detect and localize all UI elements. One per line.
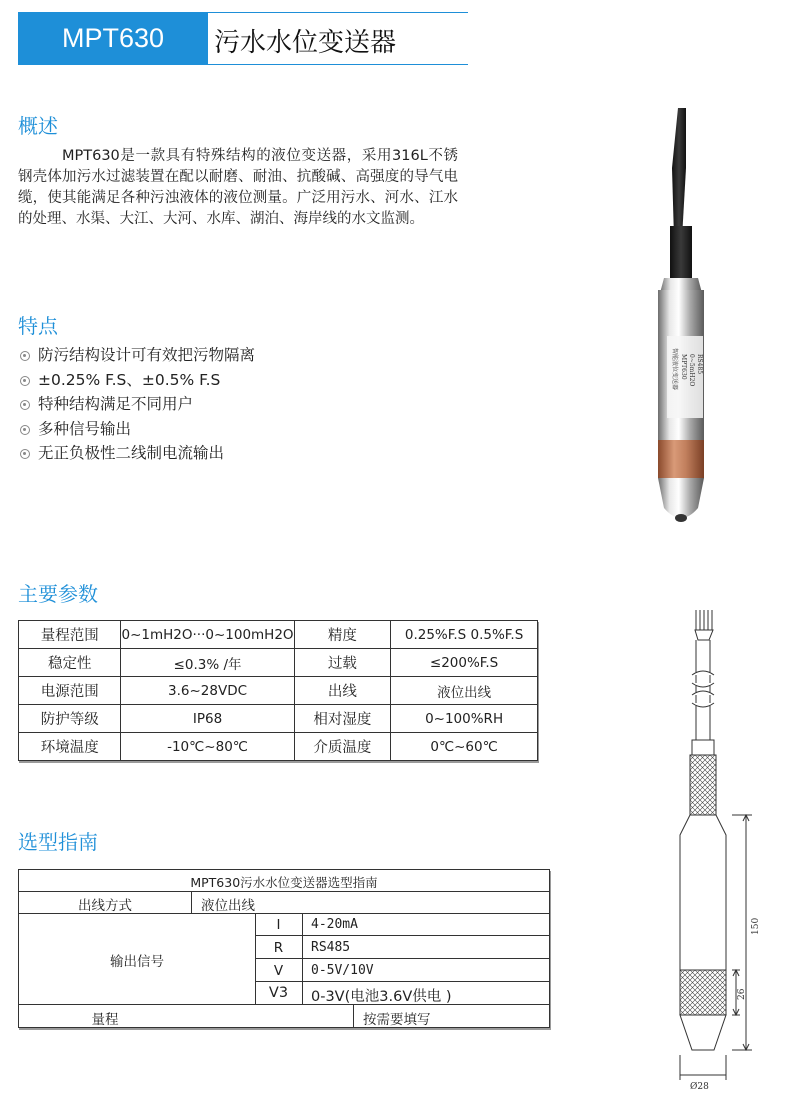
bullet-icon [20,449,30,459]
guide-outlet-label: 出线方式 [78,898,132,914]
product-label-line3: 0~5mH2O [688,354,695,387]
table-row: 防护等级 IP68 相对湿度 0~100%RH [19,705,538,733]
signal-code: V [273,963,284,979]
signal-desc: 4-20mA [311,917,358,932]
overview-text: MPT630是一款具有特殊结构的液位变送器，采用316L不锈钢壳体加污水过滤装置在配以耐磨、耐油、抗酸碱、高强度的导气电缆，使其能满足各种污浊液体的液位测量。广泛用污水、河水、江水的处理、水渠、大江、大河、水库、湖泊、海岸线的水文监测。 [18,148,458,227]
selection-guide-table [18,869,550,1028]
guide-outlet-value: 液位出线 [201,898,255,914]
product-photo [620,108,730,538]
section-title-params: 主要参数 [18,582,98,606]
bullet-icon [20,400,30,410]
header-divider-bottom [18,64,468,65]
table-row: 量程范围 0~1mH2O···0~100mH2O 精度 0.25%F.S 0.5%F.S [19,621,538,649]
bullet-icon [20,351,30,361]
signal-code: R [273,940,284,956]
page-title: 污水水位变送器 [214,28,397,58]
signal-desc: 0-5V/10V [311,963,374,978]
signal-desc: RS485 [311,940,351,955]
feature-item: 多种信号输出 [20,417,255,442]
bullet-icon [20,376,30,386]
feature-list [20,343,255,466]
guide-signal-label: 输出信号 [110,954,164,970]
dim-length-label: 150 [751,917,761,935]
header-model: MPT630 [61,23,165,53]
feature-item: 无正负极性二线制电流输出 [20,441,255,466]
signal-code: V3 [268,985,289,1001]
guide-title: MPT630污水水位变送器选型指南 [190,875,378,890]
product-label-line2: MPT630 [680,354,687,380]
dim-filter-label: 26 [737,988,747,1000]
table-row: 稳定性 ≤0.3% /年 过载 ≤200%F.S [19,649,538,677]
dim-diameter-label: Ø28 [690,1082,709,1092]
section-title-guide: 选型指南 [18,830,98,854]
header-divider-top [208,12,468,13]
dimension-drawing [640,605,790,1095]
product-label-line4: RS485 [696,354,703,375]
table-row: 环境温度 -10℃~80℃ 介质温度 0℃~60℃ [19,733,538,761]
signal-desc: 0-3V(电池3.6V供电 ) [311,989,452,1005]
table-row: 电源范围 3.6~28VDC 出线 液位出线 [19,677,538,705]
guide-range-label: 量程 [91,1012,119,1028]
feature-item: 特种结构满足不同用户 [20,392,255,417]
product-label-line1: 智能液位变送器 [671,348,678,391]
section-title-features: 特点 [18,314,58,338]
signal-code: I [276,917,281,933]
bullet-icon [20,425,30,435]
feature-item: 防污结构设计可有效把污物隔离 [20,343,255,368]
params-table [18,620,538,761]
guide-range-value: 按需要填写 [363,1012,431,1028]
feature-item: ±0.25% F.S、±0.5% F.S [20,368,255,393]
section-title-overview: 概述 [18,114,58,138]
